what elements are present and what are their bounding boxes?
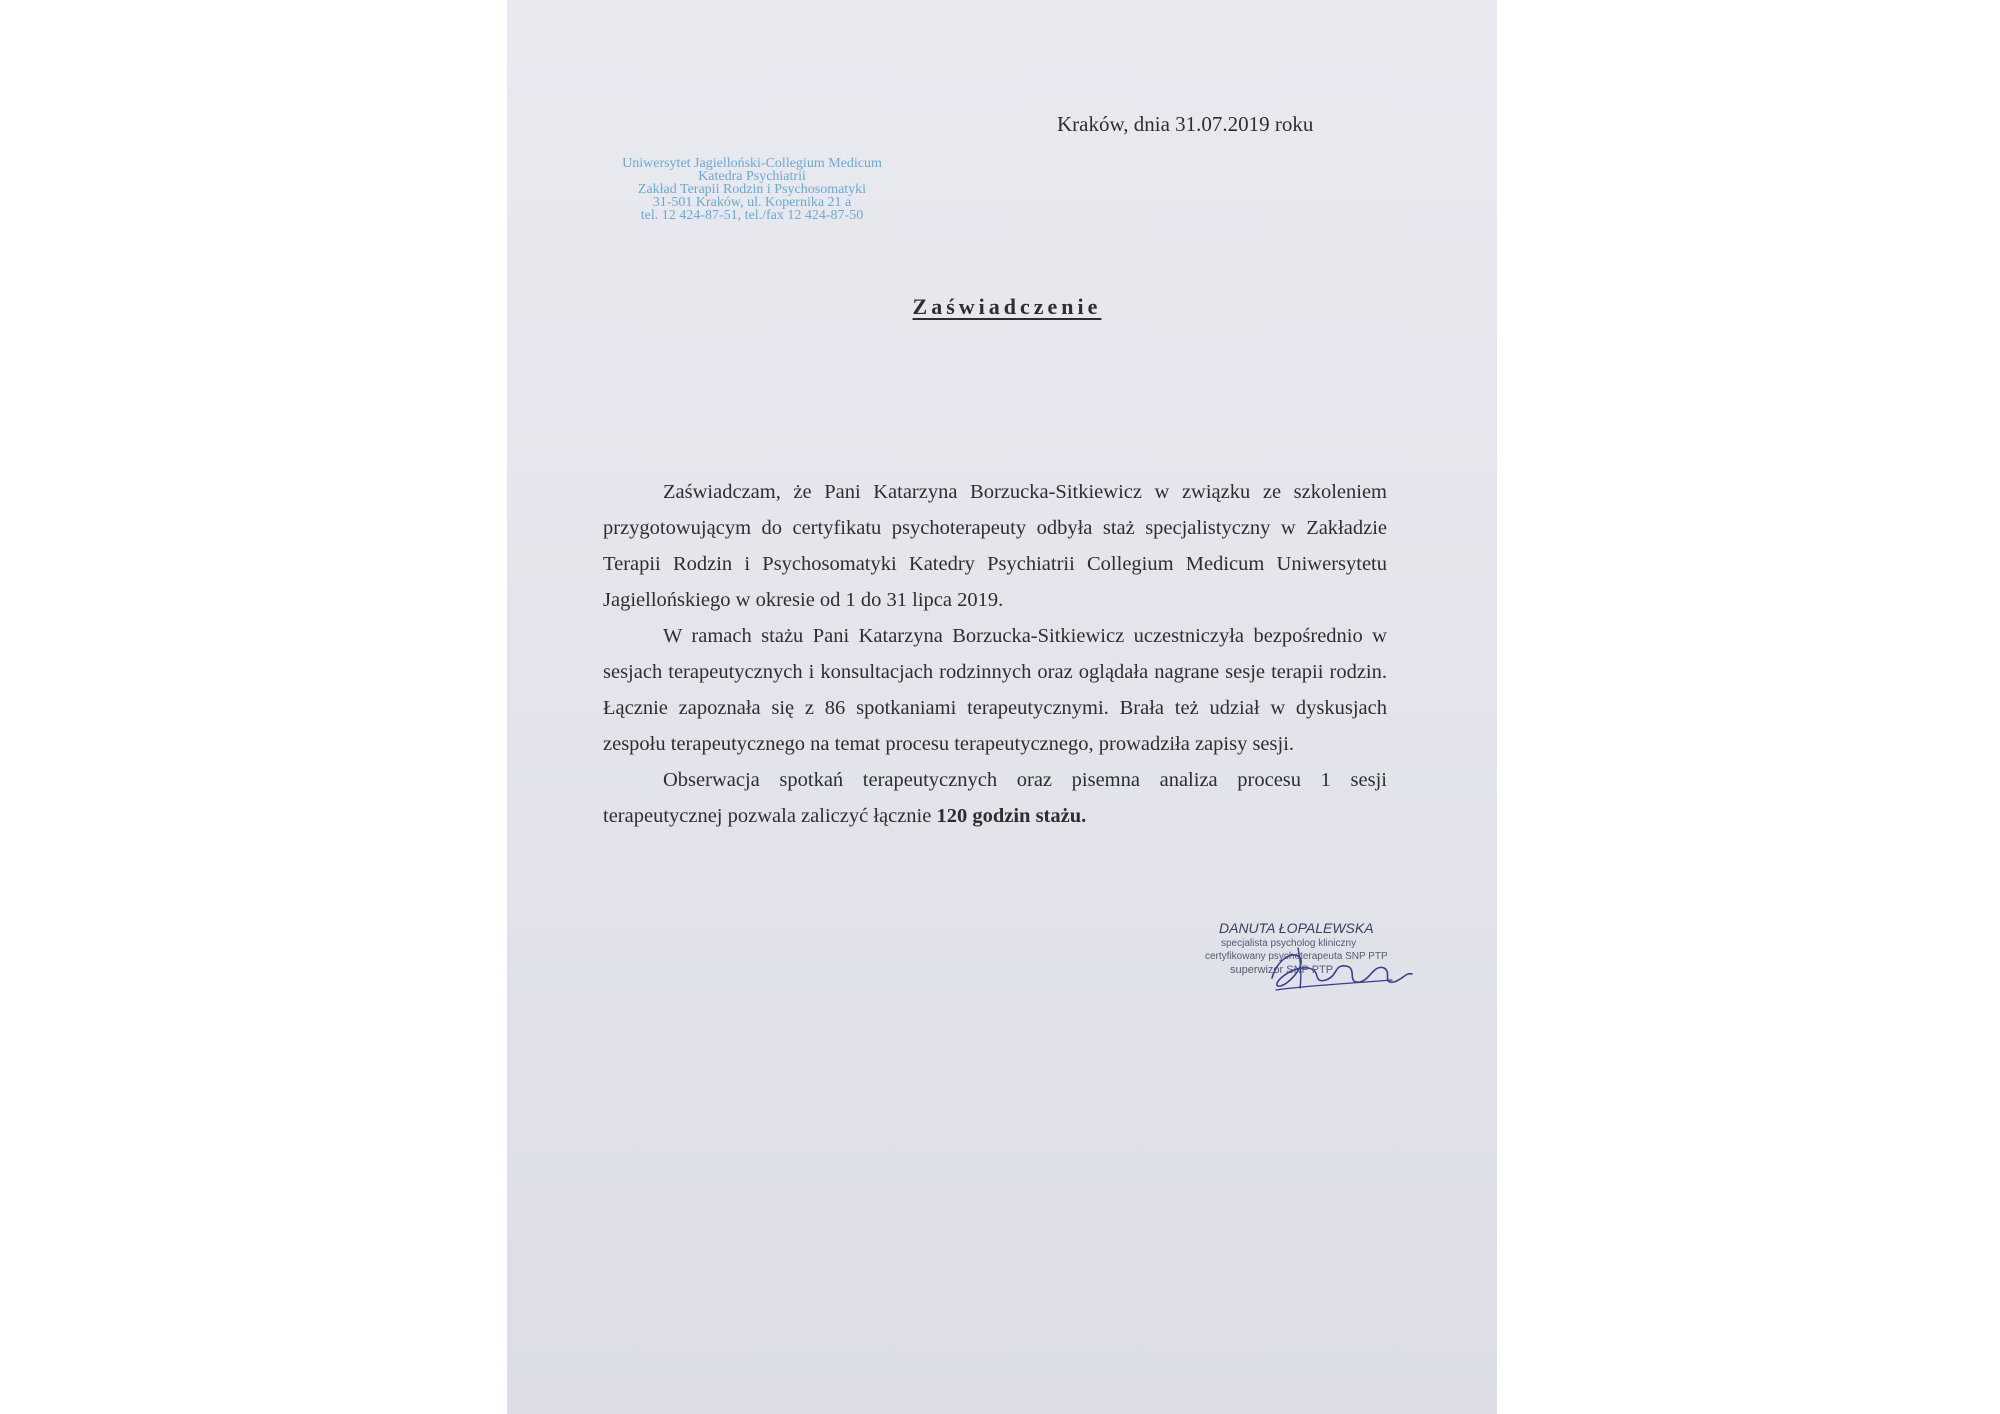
signatory-title: specjalista psycholog kliniczny xyxy=(1221,938,1357,949)
paragraph-3 xyxy=(603,762,1387,834)
document-page xyxy=(507,0,1497,1414)
signature-stamp xyxy=(1197,920,1427,1000)
stamp-line: Katedra Psychiatrii xyxy=(698,169,806,184)
signatory-certification: certyfikowany psychoterapeuta SNP PTP xyxy=(1205,951,1388,962)
paragraph-1: Zaświadczam, że Pani Katarzyna Borzucka-Sitkiewicz w związku ze szkoleniem przygotowującym do certyfikatu psychoterapeuty odbyła staż specjalistyczny w Zakładzie Terapii Rodzin i Psychosomatyki Katedry Psychiatrii Collegium Medicum Uniwersytetu Jagiellońskiego w okresie od 1 do 31 lipca 2019. xyxy=(603,481,1387,611)
handwritten-signature-icon xyxy=(1242,928,1422,1000)
paragraph-2: W ramach stażu Pani Katarzyna Borzucka-Sitkiewicz uczestniczyła bezpośrednio w sesjach terapeutycznych i konsultacjach rodzinnych oraz oglądała nagrane sesje terapii rodzin. Łącznie zapoznała się z 86 spotkaniami terapeutycznymi. Brała też udział w dyskusjach zespołu terapeutycznego na temat procesu terapeutycznego, prowadziła zapisy sesji. xyxy=(603,625,1387,755)
document-title: Zaświadczenie xyxy=(912,294,1102,319)
paragraph-3-bold: 120 godzin stażu. xyxy=(936,805,1087,827)
institution-stamp xyxy=(602,157,902,222)
stamp-line: Zakład Terapii Rodzin i Psychosomatyki xyxy=(637,182,867,197)
document-body xyxy=(603,474,1387,834)
place-date: Kraków, dnia 31.07.2019 roku xyxy=(1057,112,1314,136)
signatory-role: superwizor SNP PTP xyxy=(1230,964,1334,976)
stamp-line: Uniwersytet Jagielloński-Collegium Medicum xyxy=(622,156,882,171)
signatory-name: DANUTA ŁOPALEWSKA xyxy=(1219,920,1374,936)
paragraph-3-text: Obserwacja spotkań terapeutycznych oraz pisemna analiza procesu 1 sesji terapeutycznej pozwala zaliczyć łącznie xyxy=(603,769,1387,827)
stamp-line: tel. 12 424-87-51, tel./fax 12 424-87-50 xyxy=(640,208,864,223)
stamp-line: 31-501 Kraków, ul. Kopernika 21 a xyxy=(652,195,852,210)
